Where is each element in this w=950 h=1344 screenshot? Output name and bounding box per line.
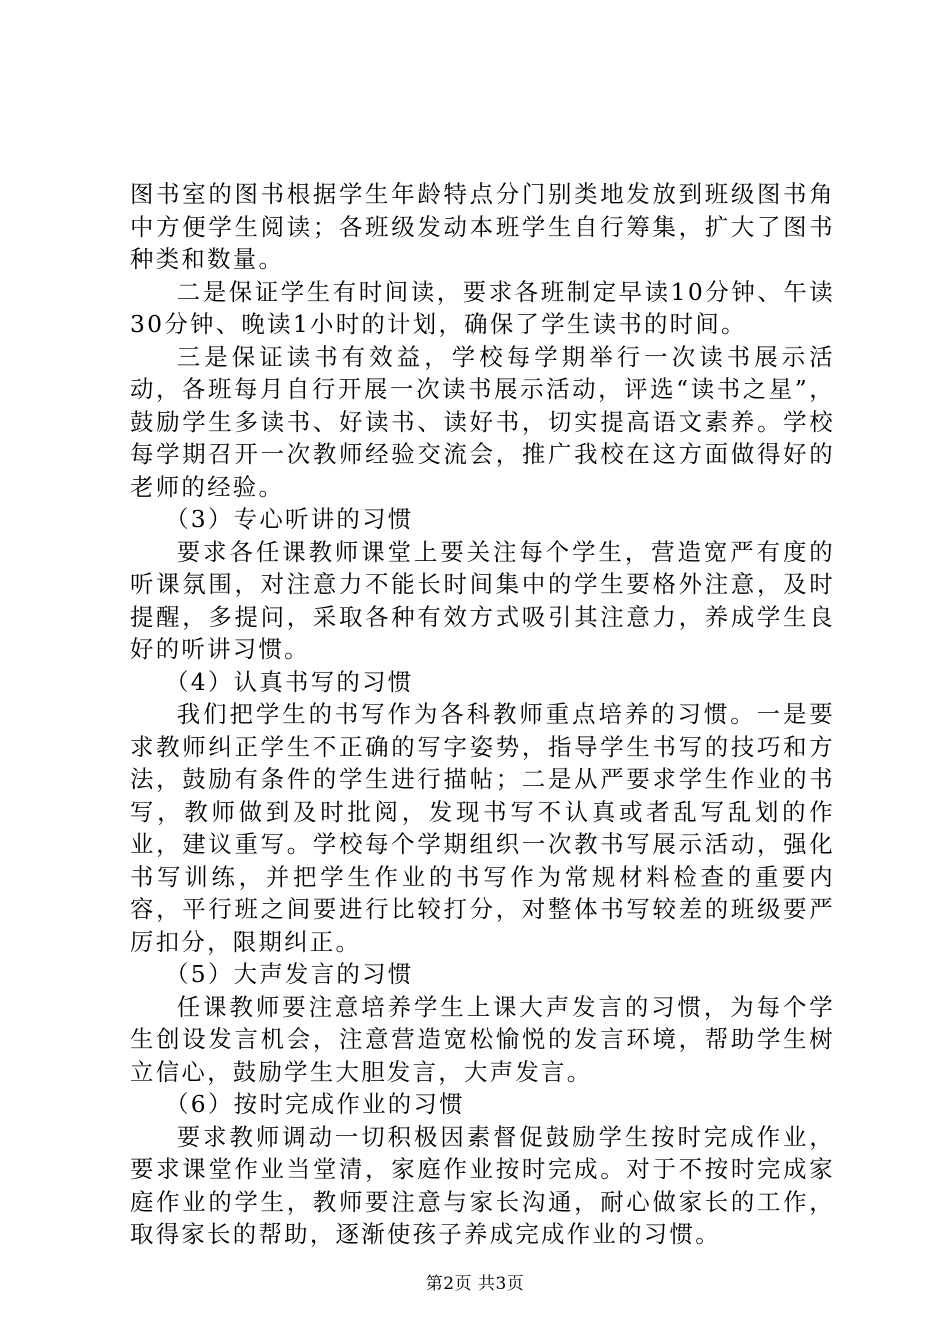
paragraph-listening: 要求各任课教师课堂上要关注每个学生，营造宽严有度的听课氛围，对注意力不能长时间集中的学生要格外注意，及时提醒，多提问，采取各种有效方式吸引其注意力，养成学生良好的听讲习惯。 (130, 537, 835, 663)
paragraph-reading-time: 二是保证学生有时间读，要求各班制定早读10分钟、午读30分钟、晚读1小时的计划，确保了学生读书的时间。 (130, 277, 835, 338)
paragraph-homework: 要求教师调动一切积极因素督促鼓励学生按时完成作业，要求课堂作业当堂清，家庭作业按时完成。对于不按时完成家庭作业的学生，教师要注意与家长沟通，耐心做家长的工作，取得家长的帮助，逐渐使孩子养成完成作业的习惯。 (130, 1122, 835, 1248)
paragraph-reading-effect: 三是保证读书有效益，学校每学期举行一次读书展示活动，各班每月自行开展一次读书展示活动，评选“读书之星”，鼓励学生多读书、好读书、读好书，切实提高语文素养。学校每学期召开一次教师经验交流会，推广我校在这方面做得好的老师的经验。 (130, 342, 835, 501)
section-heading-homework: （6）按时完成作业的习惯 (165, 1090, 465, 1118)
section-heading-listening: （3）专心听讲的习惯 (165, 505, 414, 533)
section-heading-writing: （4）认真书写的习惯 (165, 667, 414, 696)
paragraph-continuation: 图书室的图书根据学生年龄特点分门别类地发放到班级图书角中方便学生阅读；各班级发动本班学生自行筹集，扩大了图书种类和数量。 (130, 180, 835, 273)
document-body (130, 178, 835, 1251)
page-number-footer: 第2页 共3页 (425, 1274, 525, 1294)
section-heading-speaking: （5）大声发言的习惯 (165, 960, 414, 988)
paragraph-speaking: 任课教师要注意培养学生上课大声发言的习惯，为每个学生创设发言机会，注意营造宽松愉悦的发言环境，帮助学生树立信心，鼓励学生大胆发言，大声发言。 (130, 992, 835, 1086)
paragraph-writing: 我们把学生的书写作为各科教师重点培养的习惯。一是要求教师纠正学生不正确的写字姿势，指导学生书写的技巧和方法，鼓励有条件的学生进行描帖；二是从严要求学生作业的书写，教师做到及时批阅，发现书写不认真或者乱写乱划的作业，建议重写。学校每个学期组织一次教书写展示活动，强化书写训练，并把学生作业的书写作为常规材料检查的重要内容，平行班之间要进行比较打分，对整体书写较差的班级要严厉扣分，限期纠正。 (130, 700, 835, 956)
